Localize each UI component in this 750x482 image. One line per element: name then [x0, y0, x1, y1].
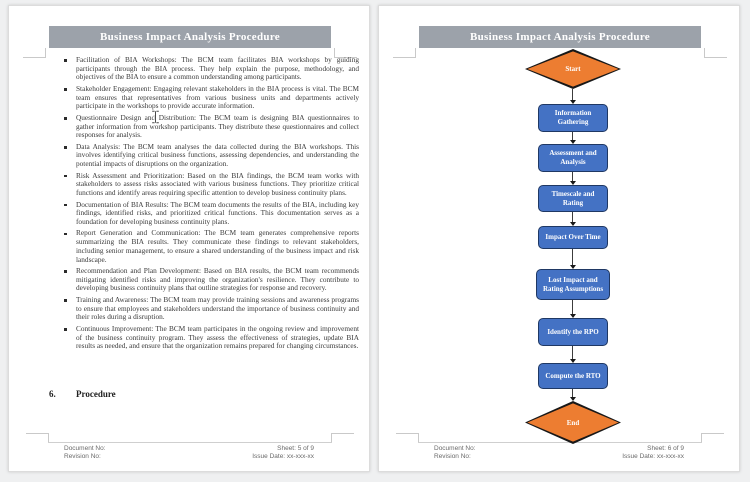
- flow-node-lost-impact-rating-assumptions[interactable]: [536, 269, 610, 300]
- bullet-item: Questionnaire Design and Distribution: The BCM team is designing BIA questionnaires to gather information from workshop participants. They distribute these questionnaires and collect responses for analysis.: [63, 114, 359, 140]
- flow-arrow: [572, 300, 573, 314]
- crop-mark: [702, 433, 724, 434]
- flow-arrow: [572, 132, 573, 140]
- flow-arrow: [572, 172, 573, 181]
- bullet-item: Documentation of BIA Results: The BCM team documents the results of the BIA, including key findings, identified risks, and prioritized critical functions. This documentation serves as a foundation for developing business continuity plans.: [63, 201, 359, 227]
- crop-mark: [23, 57, 45, 58]
- flow-node-impact-over-time[interactable]: [538, 226, 608, 249]
- flow-arrow: [572, 212, 573, 222]
- footer-right: [252, 445, 314, 461]
- flow-node-timescale-rating[interactable]: [538, 185, 608, 212]
- footer-left: [64, 445, 106, 461]
- page-header-title: Business Impact Analysis Procedure: [99, 31, 280, 43]
- crop-mark: [26, 433, 48, 434]
- section-heading: [49, 389, 116, 399]
- flow-node-label: Information Gathering: [554, 109, 592, 126]
- flow-node-label: Timescale and Rating: [551, 189, 595, 207]
- page-header-bar: [49, 26, 331, 48]
- footer-sheet: Sheet: 5 of 9: [277, 445, 314, 452]
- bullet-item: Data Analysis: The BCM team analyses the data collected during the BIA workshops. This involves identifying critical business functions, assessing dependencies, and understanding the potential impacts of disruptions on the organization.: [63, 143, 359, 169]
- flow-arrow: [572, 346, 573, 359]
- crop-mark: [48, 433, 49, 442]
- crop-mark: [701, 433, 702, 442]
- bullet-item: Risk Assessment and Prioritization: Based on the BIA findings, the BCM team works with stakeholders to assess risks associated with various business functions. They prioritize critical functions and identify areas requiring specific attention to develop business continuity plans.: [63, 172, 359, 198]
- bullet-item: Stakeholder Engagement: Engaging relevant stakeholders in the BIA process is vital. The BCM team ensures that representatives from various business units and departments actively participate in the workshops to provide accurate information.: [63, 85, 359, 111]
- flow-node-assessment-analysis[interactable]: [538, 144, 608, 172]
- footer-revision-no: Revision No:: [64, 453, 101, 460]
- footer-document-no: Document No:: [64, 445, 106, 452]
- bullet-item: Report Generation and Communication: The BCM team generates comprehensive reports summarizing the BIA results. They communicate these findings to relevant stakeholders, including senior management, to ensure a shared understanding of the business impact and risk landscape.: [63, 229, 359, 264]
- footer-issue-date: Issue Date: xx-xxx-xx: [622, 453, 684, 460]
- flow-node-end[interactable]: [525, 401, 621, 444]
- crop-mark: [705, 57, 727, 58]
- bullet-item: Recommendation and Plan Development: Based on BIA results, the BCM team recommends mitigating identified risks and improving the organization's resilience. They contribute to developing business continuity plans that outline strategies for response and recovery.: [63, 267, 359, 293]
- document-page-5[interactable]: [8, 5, 370, 472]
- flow-node-compute-rto[interactable]: [538, 363, 608, 389]
- flow-node-label: Start: [565, 65, 581, 73]
- document-page-6[interactable]: [378, 5, 740, 472]
- crop-mark: [393, 57, 415, 58]
- flow-arrow: [572, 389, 573, 397]
- flow-node-label: End: [566, 418, 580, 427]
- bullet-item: Continuous Improvement: The BCM team participates in the ongoing review and improvement of the business continuity program. They assess the effectiveness of strategies, update BIA results as needed, and ensure that the organization remains prepared for changing circumstances.: [63, 325, 359, 351]
- flow-arrow: [572, 89, 573, 100]
- flow-node-label: Assessment and Analysis: [549, 149, 597, 166]
- footer-revision-no: Revision No:: [434, 453, 471, 460]
- bullet-item: Training and Awareness: The BCM team may provide training sessions and awareness programs to ensure that employees and stakeholders understand the importance of business continuity and their roles during a disruption.: [63, 296, 359, 322]
- section-number: 6.: [49, 389, 56, 399]
- footer-document-no: Document No:: [434, 445, 476, 452]
- crop-mark: [45, 48, 46, 58]
- flow-node-information-gathering[interactable]: [538, 104, 608, 132]
- flow-node-identify-rpo[interactable]: [538, 318, 608, 346]
- text-cursor-icon: [151, 110, 160, 129]
- crop-mark: [415, 48, 416, 58]
- role-bullet-list: [63, 56, 359, 354]
- section-title: Procedure: [76, 389, 116, 399]
- flow-node-label: Identify the RPO: [547, 327, 599, 336]
- footer-issue-date: Issue Date: xx-xxx-xx: [252, 453, 314, 460]
- footer-right: [622, 445, 684, 461]
- page-header-bar: [419, 26, 701, 48]
- page-header-title: Business Impact Analysis Procedure: [469, 31, 650, 43]
- flow-node-start[interactable]: [525, 49, 621, 89]
- footer-rule: [48, 442, 332, 443]
- bullet-item: Facilitation of BIA Workshops: The BCM team facilitates BIA workshops by guiding participants through the BIA process. They help explain the purpose, methodology, and objectives of the BIA to ensure a common understanding among participants.: [63, 56, 359, 82]
- flow-node-label: Impact Over Time: [545, 233, 601, 242]
- flow-arrow: [572, 249, 573, 265]
- footer-left: [434, 445, 476, 461]
- flow-node-label: Compute the RTO: [545, 371, 601, 380]
- crop-mark: [331, 433, 332, 442]
- crop-mark: [332, 433, 354, 434]
- crop-mark: [396, 433, 418, 434]
- crop-mark: [418, 433, 419, 442]
- flow-node-label: Lost Impact and Rating Assumptions: [542, 275, 604, 293]
- footer-sheet: Sheet: 6 of 9: [647, 445, 684, 452]
